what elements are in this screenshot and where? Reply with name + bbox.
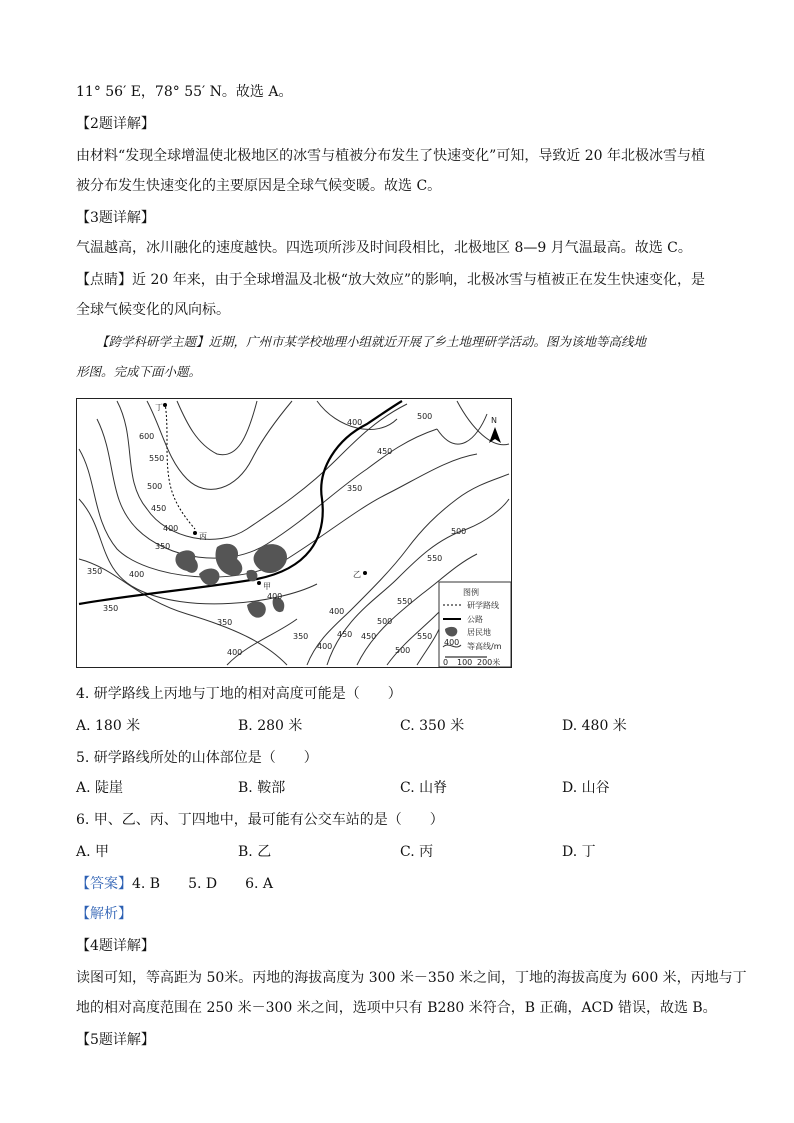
q4-option-d: D. 480 米 bbox=[562, 718, 627, 734]
paragraph-line: 由材料“发现全球增温使北极地区的冰雪与植被分布发生了快速变化”可知，导致近 20 年北极冰雪与植 bbox=[76, 148, 706, 164]
contour-label: 350 bbox=[87, 567, 103, 576]
contour-line bbox=[437, 414, 487, 444]
q6-option-d: D. 丁 bbox=[562, 844, 596, 860]
contour-label: 400 bbox=[317, 642, 333, 651]
legend bbox=[439, 582, 511, 667]
settlement bbox=[175, 550, 197, 572]
contour-label: 450 bbox=[377, 447, 393, 456]
contour-label: 500 bbox=[417, 412, 433, 421]
contour-label: 350 bbox=[103, 604, 119, 613]
contour-label: 400 bbox=[163, 524, 179, 533]
legend-route: 研学路线 bbox=[467, 601, 499, 610]
legend-settlement: 居民地 bbox=[467, 628, 491, 637]
contour-label: 350 bbox=[155, 542, 171, 551]
legend-contour-sample: 400 bbox=[444, 638, 460, 647]
q5-option-d: D. 山谷 bbox=[562, 780, 610, 796]
contour-map bbox=[76, 398, 512, 668]
section-heading: 【4题详解】 bbox=[76, 938, 155, 954]
contour-label: 550 bbox=[417, 632, 433, 641]
place-yi: 乙 bbox=[353, 570, 361, 579]
text-line: 11° 56′ E，78° 55′ N。故选 A。 bbox=[76, 84, 293, 100]
place-ding: 丁 bbox=[155, 403, 163, 412]
contour-label: 500 bbox=[451, 527, 467, 536]
contour-line bbox=[227, 619, 297, 665]
contour-label: 400 bbox=[347, 418, 363, 427]
contour-label: 500 bbox=[147, 482, 163, 491]
intro-line: 【跨学科研学主题】近期，广州市某学校地理小组就近开展了乡土地理研学活动。图为该地等高线地 bbox=[96, 334, 647, 349]
question-4: 4. 研学路线上丙地与丁地的相对高度可能是（ ） bbox=[76, 686, 402, 702]
q5-option-b: B. 鞍部 bbox=[238, 780, 286, 796]
q5-option-c: C. 山脊 bbox=[400, 780, 448, 796]
contour-map-svg bbox=[77, 399, 511, 667]
legend-contour: 等高线/m bbox=[467, 642, 502, 651]
contour-label: 400 bbox=[267, 592, 283, 601]
settlement bbox=[216, 544, 243, 576]
place-jia: 甲 bbox=[263, 582, 271, 591]
contour-label: 500 bbox=[395, 646, 411, 655]
paragraph-line: 被分布发生快速变化的主要原因是全球气候变暖。故选 C。 bbox=[76, 178, 442, 194]
q6-option-a: A. 甲 bbox=[76, 844, 110, 860]
contour-line bbox=[117, 401, 407, 539]
q4-option-c: C. 350 米 bbox=[400, 718, 465, 734]
contour-label: 450 bbox=[151, 504, 167, 513]
contour-label: 350 bbox=[347, 484, 363, 493]
section-heading: 【3题详解】 bbox=[76, 210, 155, 226]
contour-label: 600 bbox=[139, 432, 155, 441]
scale-0: 0 bbox=[443, 658, 449, 667]
paragraph-line: 读图可知，等高距为 50米。丙地的海拔高度为 300 米－350 米之间，丁地的海拔高度为 600 米，丙地与丁 bbox=[76, 970, 747, 986]
q4-option-a: A. 180 米 bbox=[76, 718, 141, 734]
legend-title: 图例 bbox=[463, 588, 479, 597]
contour-label: 450 bbox=[337, 630, 353, 639]
scale-100: 100 bbox=[457, 658, 473, 667]
place-marker bbox=[163, 403, 167, 407]
place-bing: 丙 bbox=[199, 532, 207, 541]
contour-label: 400 bbox=[227, 648, 243, 657]
dianjing-text: 近 20 年来，由于全球增温及北极“放大效应”的影响，北极冰雪与植被正在发生快速变化，是 bbox=[132, 272, 706, 288]
question-5: 5. 研学路线所处的山体部位是（ ） bbox=[76, 750, 318, 766]
answer-text: 4. B 5. D 6. A bbox=[132, 876, 274, 892]
contour-label: 350 bbox=[217, 618, 233, 627]
dianjing-line bbox=[76, 270, 705, 290]
paragraph-line: 气温越高，冰川融化的速度越快。四选项所涉及时间段相比，北极地区 8—9 月气温最高。故选 C。 bbox=[76, 240, 692, 256]
q6-option-c: C. 丙 bbox=[400, 844, 434, 860]
contour-label: 500 bbox=[377, 617, 393, 626]
contour-label: 550 bbox=[427, 554, 443, 563]
contour-label: 450 bbox=[361, 632, 377, 641]
paragraph-line: 全球气候变化的风向标。 bbox=[76, 302, 230, 318]
contour-label: 400 bbox=[329, 607, 345, 616]
q4-option-b: B. 280 米 bbox=[238, 718, 303, 734]
settlement bbox=[199, 569, 219, 586]
section-heading: 【2题详解】 bbox=[76, 116, 155, 132]
section-heading: 【5题详解】 bbox=[76, 1032, 155, 1048]
place-marker bbox=[257, 581, 261, 585]
north-arrow bbox=[489, 416, 501, 443]
study-route bbox=[165, 403, 195, 529]
analysis-tag: 【解析】 bbox=[76, 906, 132, 922]
q6-option-b: B. 乙 bbox=[238, 844, 272, 860]
contour-label: 550 bbox=[397, 597, 413, 606]
answer-tag: 【答案】 bbox=[76, 876, 132, 892]
contour-line bbox=[177, 401, 257, 455]
scale-200: 200米 bbox=[477, 658, 501, 667]
contour-label: 550 bbox=[149, 454, 165, 463]
settlement bbox=[247, 601, 266, 617]
question-6: 6. 甲、乙、丙、丁四地中，最可能有公交车站的是（ ） bbox=[76, 812, 444, 828]
north-label: N bbox=[491, 416, 497, 425]
intro-line: 形图。完成下面小题。 bbox=[76, 364, 202, 379]
dianjing-tag: 【点睛】 bbox=[76, 272, 132, 288]
place-marker bbox=[193, 531, 197, 535]
answer-line bbox=[76, 874, 273, 894]
paragraph-line: 地的相对高度范围在 250 米－300 米之间，选项中只有 B280 米符合，B 正确，ACD 错误，故选 B。 bbox=[76, 1000, 717, 1016]
contour-label: 350 bbox=[293, 632, 309, 641]
q5-option-a: A. 陡崖 bbox=[76, 780, 124, 796]
contour-label: 400 bbox=[129, 570, 145, 579]
place-marker bbox=[363, 571, 367, 575]
legend-road: 公路 bbox=[467, 615, 483, 624]
